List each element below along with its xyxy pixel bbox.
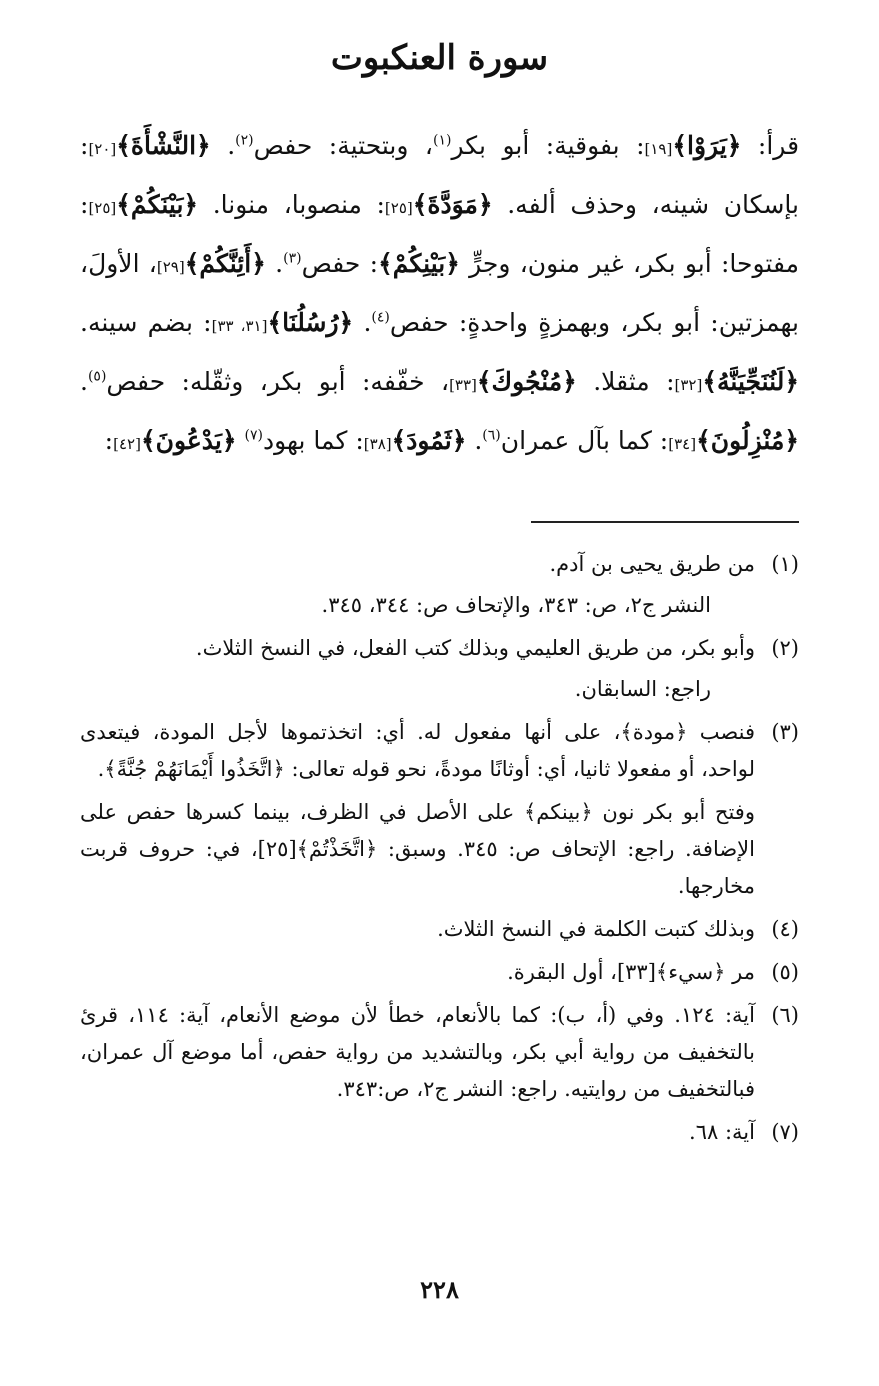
footnote-text: فنصب ﴿مودة﴾، على أنها مفعول له. أي: اتخذتموها لأجل المودة، فيتعدى لواحد، أو مفعولا ثانيا، أي: أوثانًا مودةً، نحو قوله تعالى: ﴿اتَّخَذُوا أَيْمَانَهُمْ جُنَّةً﴾. <box>80 720 755 781</box>
footnote-marker: (٥) <box>87 368 107 385</box>
verse-ref: [٢٥] <box>88 199 117 217</box>
footnote-continuation: وفتح أبو بكر نون ﴿بينكم﴾ على الأصل في الظرف، بينما كسرها حفص على الإضافة. راجع: الإتحاف ص: ٣٤٥. وسبق: ﴿اتَّخَذْتُمْ﴾[٢٥]، في: حروف قربت مخارجها. <box>80 800 755 898</box>
footnote <box>80 1114 799 1151</box>
footnote-subtext: راجع: السابقان. <box>574 677 711 701</box>
quran-word: ﴿بَيْنَكُمْ﴾ <box>116 190 199 219</box>
footnote-number: (٦) <box>771 1003 799 1027</box>
footnote-text: آية: ٦٨. <box>689 1120 755 1144</box>
footnote-number: (٤) <box>771 917 799 941</box>
footnote-number: (١) <box>771 552 799 576</box>
verse-ref: [٣١، ٣٣] <box>211 317 268 335</box>
quran-word: ﴿مُنْجُوكَ﴾ <box>476 367 577 396</box>
footnote-text: آية: ١٢٤. وفي (أ، ب): كما بالأنعام، خطأ لأن موضع الأنعام، آية: ١١٤، قرئ بالتخفيف من رواية أبي بكر، وبالتشديد من رواية حفص، أما موضع آل عمران، فبالتخفيف من روايتيه. راجع: النشر ج٢، ص:٣٤٣. <box>80 1003 755 1101</box>
footnote <box>80 546 799 624</box>
footnote-text: وبذلك كتبت الكلمة في النسخ الثلاث. <box>437 917 755 941</box>
verse-ref: [٣٢] <box>674 376 703 394</box>
footnote <box>80 714 799 905</box>
footnote-marker: (١) <box>432 132 452 149</box>
quran-word: ﴿النَّشْأَةَ﴾ <box>116 131 211 160</box>
verse-ref: [٢٠] <box>88 140 117 158</box>
verse-ref: [٣٣] <box>449 376 477 394</box>
footnote-subtext: النشر ج٢، ص: ٣٤٣، والإتحاف ص: ٣٤٤، ٣٤٥. <box>321 593 711 617</box>
footnote-number: (٥) <box>771 960 799 984</box>
footnotes <box>80 546 799 1157</box>
quran-word: ﴿لَنُنَجِّيَنَّهُ﴾ <box>702 367 799 396</box>
verse-ref: [٣٤] <box>668 435 697 453</box>
footnote <box>80 954 799 991</box>
quran-word: ﴿يَدْعُونَ﴾ <box>140 426 237 455</box>
quran-word: ﴿بَيْنِكُمْ﴾ <box>378 249 460 278</box>
footnote-marker: (٦) <box>482 427 501 444</box>
main-line: قرأ: ﴿يَرَوْا﴾[١٩]: بفوقية: أبو بكر$^{(١)}$، وبتحتية: حفص$^{(٢)}$. ﴿النَّشْأَةَ﴾[٢٠]: بإسكان شينه، وحذف ألفه. ﴿مَوَدَّةَ﴾[٢٥]: منصوبا، منونا. ﴿بَيْنَكُمْ﴾[٢٥]: مفتوحا: أبو بكر، غير منون، وجرٍّ ﴿بَيْنِكُمْ﴾: حفص$^{(٣)}$. ﴿أَئِنَّكُمْ﴾[٢٩]، الأولَ، بهمزتين: أبو بكر، وبهمزةٍ واحدةٍ: حفص$^{(٤)}$. ﴿رُسُلُنَا﴾[٣١، ٣٣]: بضم سينه. ﴿لَنُنَجِّيَنَّهُ﴾[٣٢]: مثقلا. ﴿مُنْجُوكَ﴾[٣٣]، خفّفه: أبو بكر، وثقّله: حفص$^{(٥)}$. ﴿مُنْزِلُونَ﴾[٣٤]: كما بآل عمران$^{(٦)}$. ﴿ثَمُودَ﴾[٣٨]: كما بهود$^{(٧)}$ ﴿يَدْعُونَ﴾[٤٢]: <box>80 131 800 455</box>
verse-ref: [٣٨] <box>363 435 392 453</box>
footnote-text: من طريق يحيى بن آدم. <box>549 552 755 576</box>
quran-word: ﴿ثَمُودَ﴾ <box>391 426 467 455</box>
footnote-text: مر ﴿سيء﴾[٣٣]، أول البقرة. <box>507 960 755 984</box>
verse-ref: [١٩] <box>644 140 673 158</box>
footnote-number: (٣) <box>771 720 799 744</box>
footnote <box>80 911 799 948</box>
footnote-text: وأبو بكر، من طريق العليمي وبذلك كتب الفعل، في النسخ الثلاث. <box>195 636 755 660</box>
footnote-marker: (٣) <box>283 250 302 267</box>
quran-word: ﴿يَرَوْا﴾ <box>672 131 742 160</box>
footnote-marker: (٤) <box>371 309 390 326</box>
main-text <box>80 118 799 472</box>
verse-ref: [٢٥] <box>384 199 413 217</box>
footnote-separator <box>531 521 799 523</box>
footnote-marker: (٢) <box>235 132 254 149</box>
verse-ref: [٢٩] <box>156 258 185 276</box>
page-number: ٢٢٨ <box>420 1275 459 1304</box>
quran-word: ﴿مَوَدَّةَ﴾ <box>412 190 493 219</box>
footnote-marker: (٧) <box>244 427 263 444</box>
surah-title: سورة العنكبوت <box>330 38 549 78</box>
footnote-number: (٢) <box>771 636 799 660</box>
footnote <box>80 630 799 708</box>
verse-ref: [٤٢] <box>113 435 141 453</box>
quran-word: ﴿مُنْزِلُونَ﴾ <box>696 426 799 455</box>
quran-word: ﴿أَئِنَّكُمْ﴾ <box>184 249 266 278</box>
footnote-number: (٧) <box>771 1120 799 1144</box>
footnote <box>80 997 799 1108</box>
quran-word: ﴿رُسُلُنَا﴾ <box>267 308 354 337</box>
